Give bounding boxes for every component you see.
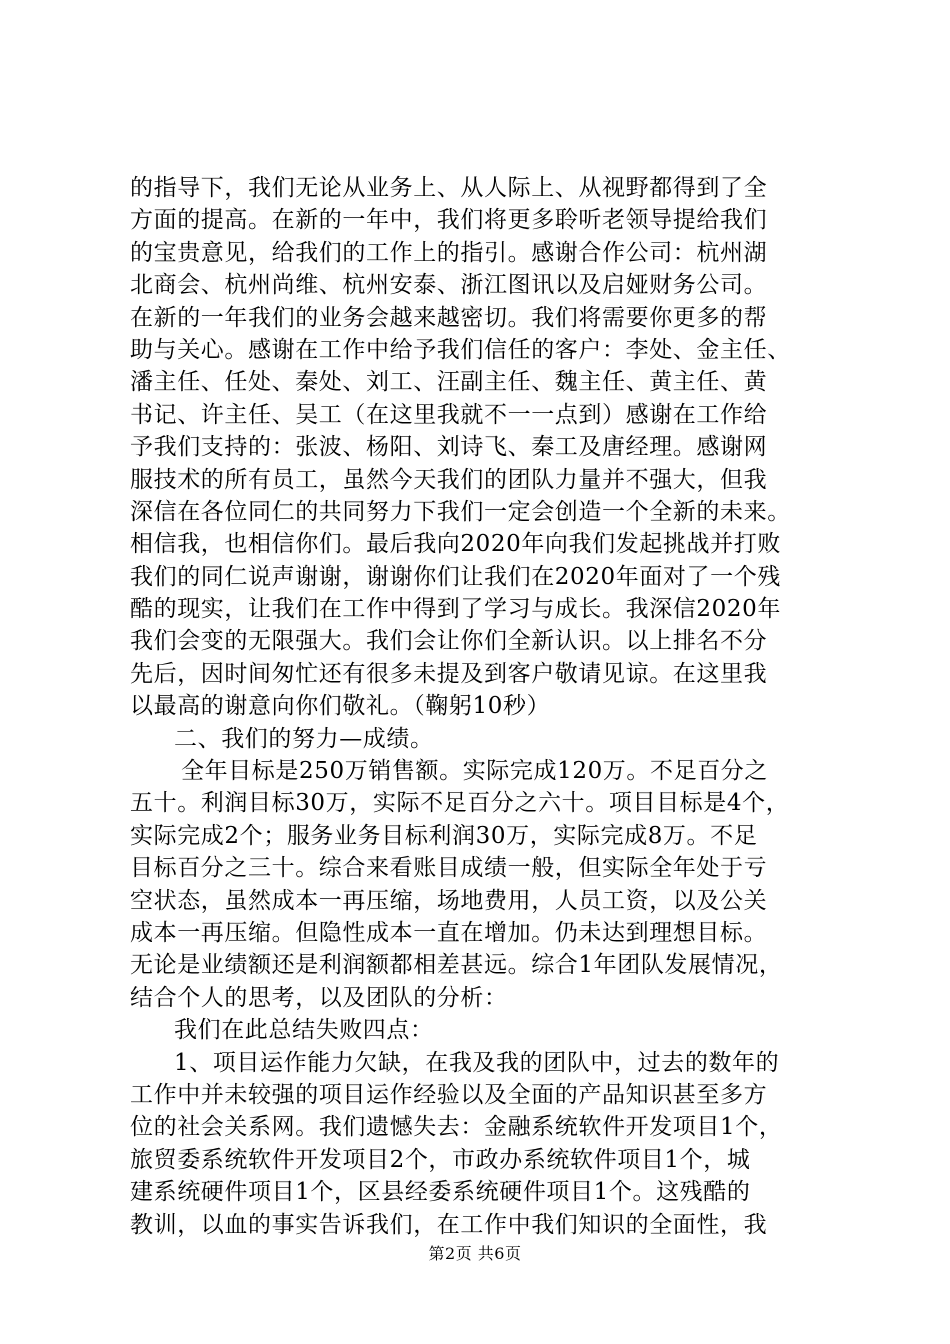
text-line: 我们的同仁说声谢谢，谢谢你们让我们在2020年面对了一个残 — [130, 563, 781, 590]
page-number-footer: 第2页 共6页 — [428, 1244, 522, 1263]
section-heading: 二、我们的努力—成绩。 — [174, 725, 434, 752]
text-line: 我们会变的无限强大。我们会让你们全新认识。以上排名不分 — [130, 628, 768, 655]
text-line: 实际完成2个；服务业务目标利润30万，实际完成8万。不足 — [130, 822, 758, 849]
text-line: 无论是业绩额还是利润额都相差甚远。综合1年团队发展情况， — [130, 952, 783, 979]
text-line: 旅贸委系统软件开发项目2个，市政办系统软件项目1个，城 — [130, 1146, 751, 1173]
text-line: 工作中并未较强的项目运作经验以及全面的产品知识甚至多方 — [130, 1081, 768, 1108]
text-line: 予我们支持的：张波、杨阳、刘诗飞、秦工及唐经理。感谢网 — [130, 434, 768, 461]
document-body — [130, 172, 842, 1241]
text-line: 我们在此总结失败四点： — [174, 1017, 434, 1044]
text-line: 全年目标是250万销售额。实际完成120万。不足百分之 — [181, 758, 768, 785]
text-line: 目标百分之三十。综合来看账目成绩一般，但实际全年处于亏 — [130, 855, 768, 882]
text-line: 深信在各位同仁的共同努力下我们一定会创造一个全新的未来。 — [130, 498, 791, 525]
text-line: 教训，以血的事实告诉我们，在工作中我们知识的全面性，我 — [130, 1211, 768, 1238]
text-line: 以最高的谢意向你们敬礼。（鞠躬10秒） — [130, 693, 551, 720]
text-line: 1、项目运作能力欠缺，在我及我的团队中，过去的数年的 — [174, 1049, 780, 1076]
text-line: 五十。利润目标30万，实际不足百分之六十。项目目标是4个， — [130, 790, 790, 817]
text-line: 在新的一年我们的业务会越来越密切。我们将需要你更多的帮 — [130, 304, 768, 331]
text-line: 相信我，也相信你们。最后我向2020年向我们发起挑战并打败 — [130, 531, 781, 558]
text-line: 建系统硬件项目1个，区县经委系统硬件项目1个。这残酷的 — [130, 1179, 751, 1206]
text-line: 位的社会关系网。我们遗憾失去：金融系统软件开发项目1个， — [130, 1114, 783, 1141]
text-line: 北商会、杭州尚维、杭州安泰、浙江图讯以及启娅财务公司。 — [130, 272, 768, 299]
text-line: 的指导下，我们无论从业务上、从人际上、从视野都得到了全 — [130, 175, 768, 201]
text-line: 助与关心。感谢在工作中给予我们信任的客户：李处、金主任、 — [130, 336, 791, 363]
text-line: 的宝贵意见，给我们的工作上的指引。感谢合作公司：杭州湖 — [130, 239, 768, 266]
text-line: 潘主任、任处、秦处、刘工、汪副主任、魏主任、黄主任、黄 — [130, 369, 768, 396]
text-line: 成本一再压缩。但隐性成本一直在增加。仍未达到理想目标。 — [130, 919, 768, 946]
text-line: 酷的现实，让我们在工作中得到了学习与成长。我深信2020年 — [130, 596, 781, 623]
text-line: 服技术的所有员工，虽然今天我们的团队力量并不强大，但我 — [130, 466, 768, 493]
text-line: 结合个人的思考，以及团队的分析： — [130, 984, 508, 1011]
text-line: 先后，因时间匆忙还有很多未提及到客户敬请见谅。在这里我 — [130, 660, 768, 687]
text-line: 空状态，虽然成本一再压缩，场地费用，人员工资，以及公关 — [130, 887, 768, 914]
text-line: 书记、许主任、吴工（在这里我就不一一点到）感谢在工作给 — [130, 401, 768, 428]
text-line: 方面的提高。在新的一年中，我们将更多聆听老领导提给我们 — [130, 207, 768, 234]
